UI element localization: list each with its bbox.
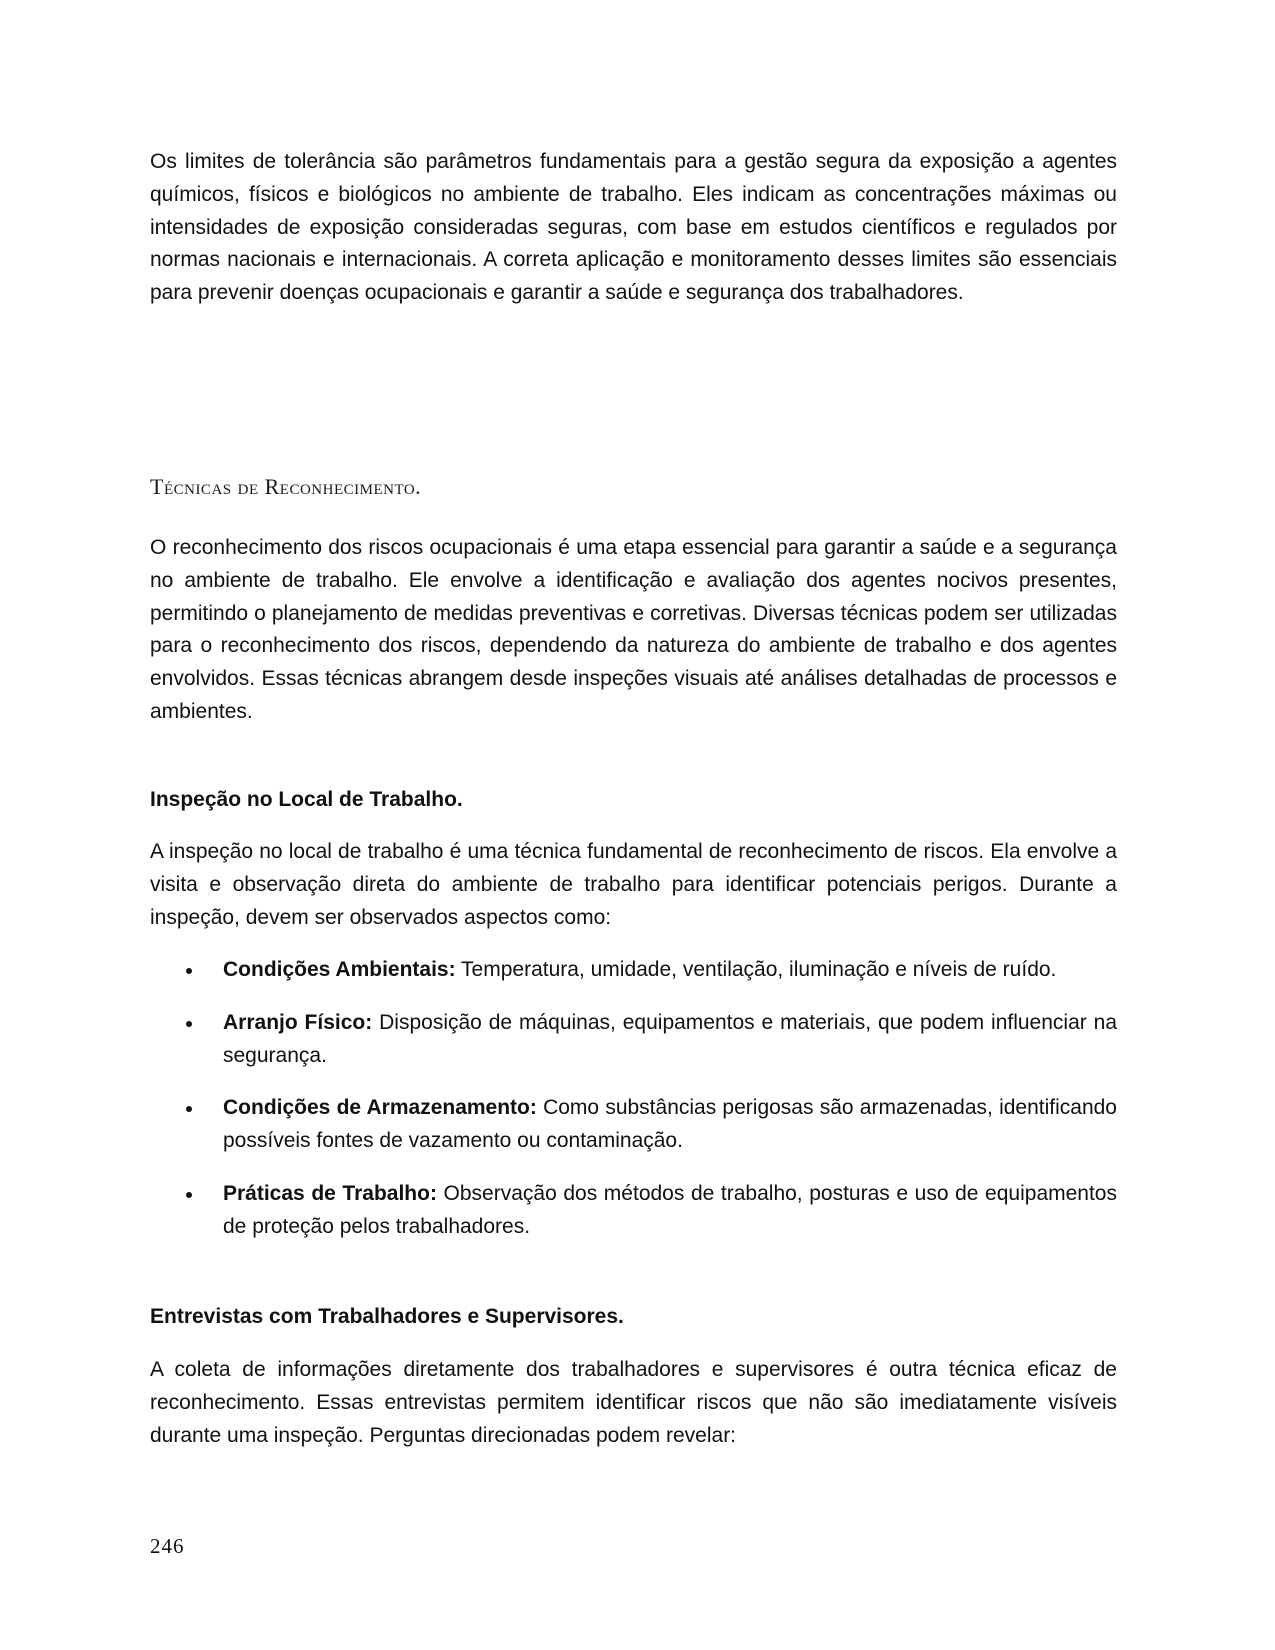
list-item-text: Como substâncias perigosas são armazenadas, identificando possíveis fontes de vazamento ou contaminação.: [223, 1096, 1117, 1153]
inspection-heading-block: [150, 784, 1117, 817]
list-item: [150, 1007, 1117, 1073]
list-item: [150, 954, 1117, 987]
interviews-heading: Entrevistas com Trabalhadores e Supervisores.: [150, 1305, 624, 1328]
interviews-section: [150, 1354, 1117, 1452]
page-number: 246: [150, 1534, 185, 1558]
list-item-text: Disposição de máquinas, equipamentos e materiais, que podem influenciar na segurança.: [223, 1010, 1117, 1067]
list-item: [150, 1092, 1117, 1158]
interviews-paragraph: A coleta de informações diretamente dos trabalhadores e supervisores é outra técnica eficaz de reconhecimento. Essas entrevistas permitem identificar riscos que não são imediatamente visíveis durante uma inspeção. Perguntas direcionadas podem revelar:: [150, 1358, 1117, 1447]
bullet-icon: [186, 1192, 192, 1198]
intro-paragraph: Os limites de tolerância são parâmetros fundamentais para a gestão segura da exposição a agentes químicos, físicos e biológicos no ambiente de trabalho. Eles indicam as concentrações máximas ou intensidades de exposição consideradas seguras, com base em estudos científicos e regulados por normas nacionais e internacionais. A correta aplicação e monitoramento desses limites são essenciais para prevenir doenças ocupacionais e garantir a saúde e segurança dos trabalhadores.: [150, 150, 1117, 305]
inspection-list-block: [150, 954, 1117, 1264]
list-item-term: Arranjo Físico:: [223, 1010, 373, 1034]
list-item: [150, 1178, 1117, 1244]
bullet-icon: [186, 1021, 192, 1027]
section-title-block: [150, 474, 1117, 500]
intro-section: [150, 146, 1117, 310]
list-item-text: Observação dos métodos de trabalho, posturas e uso de equipamentos de proteção pelos trabalhadores.: [223, 1181, 1117, 1238]
inspection-list: [150, 954, 1117, 1244]
list-item-term: Condições Ambientais:: [223, 958, 456, 981]
inspection-heading: Inspeção no Local de Trabalho.: [150, 788, 463, 811]
inspection-section: [150, 836, 1117, 934]
recognition-section: [150, 532, 1117, 729]
section-title: Técnicas de Reconhecimento.: [150, 474, 422, 499]
list-item-term: Práticas de Trabalho:: [223, 1181, 437, 1205]
bullet-icon: [186, 968, 192, 974]
inspection-paragraph: A inspeção no local de trabalho é uma técnica fundamental de reconhecimento de riscos. Ela envolve a visita e observação direta do ambiente de trabalho para identificar potenciais perigos. Durante a inspeção, devem ser observados aspectos como:: [150, 840, 1117, 929]
interviews-heading-block: [150, 1301, 1117, 1334]
list-item-text: Temperatura, umidade, ventilação, iluminação e níveis de ruído.: [455, 958, 1057, 981]
list-item-term: Condições de Armazenamento:: [223, 1096, 537, 1120]
bullet-icon: [186, 1106, 192, 1112]
recognition-paragraph: O reconhecimento dos riscos ocupacionais é uma etapa essencial para garantir a saúde e a segurança no ambiente de trabalho. Ele envolve a identificação e avaliação dos agentes nocivos presentes, permitindo o planejamento de medidas preventivas e corretivas. Diversas técnicas podem ser utilizadas para o reconhecimento dos riscos, dependendo da natureza do ambiente de trabalho e dos agentes envolvidos. Essas técnicas abrangem desde inspeções visuais até análises detalhadas de processos e ambientes.: [150, 536, 1117, 723]
